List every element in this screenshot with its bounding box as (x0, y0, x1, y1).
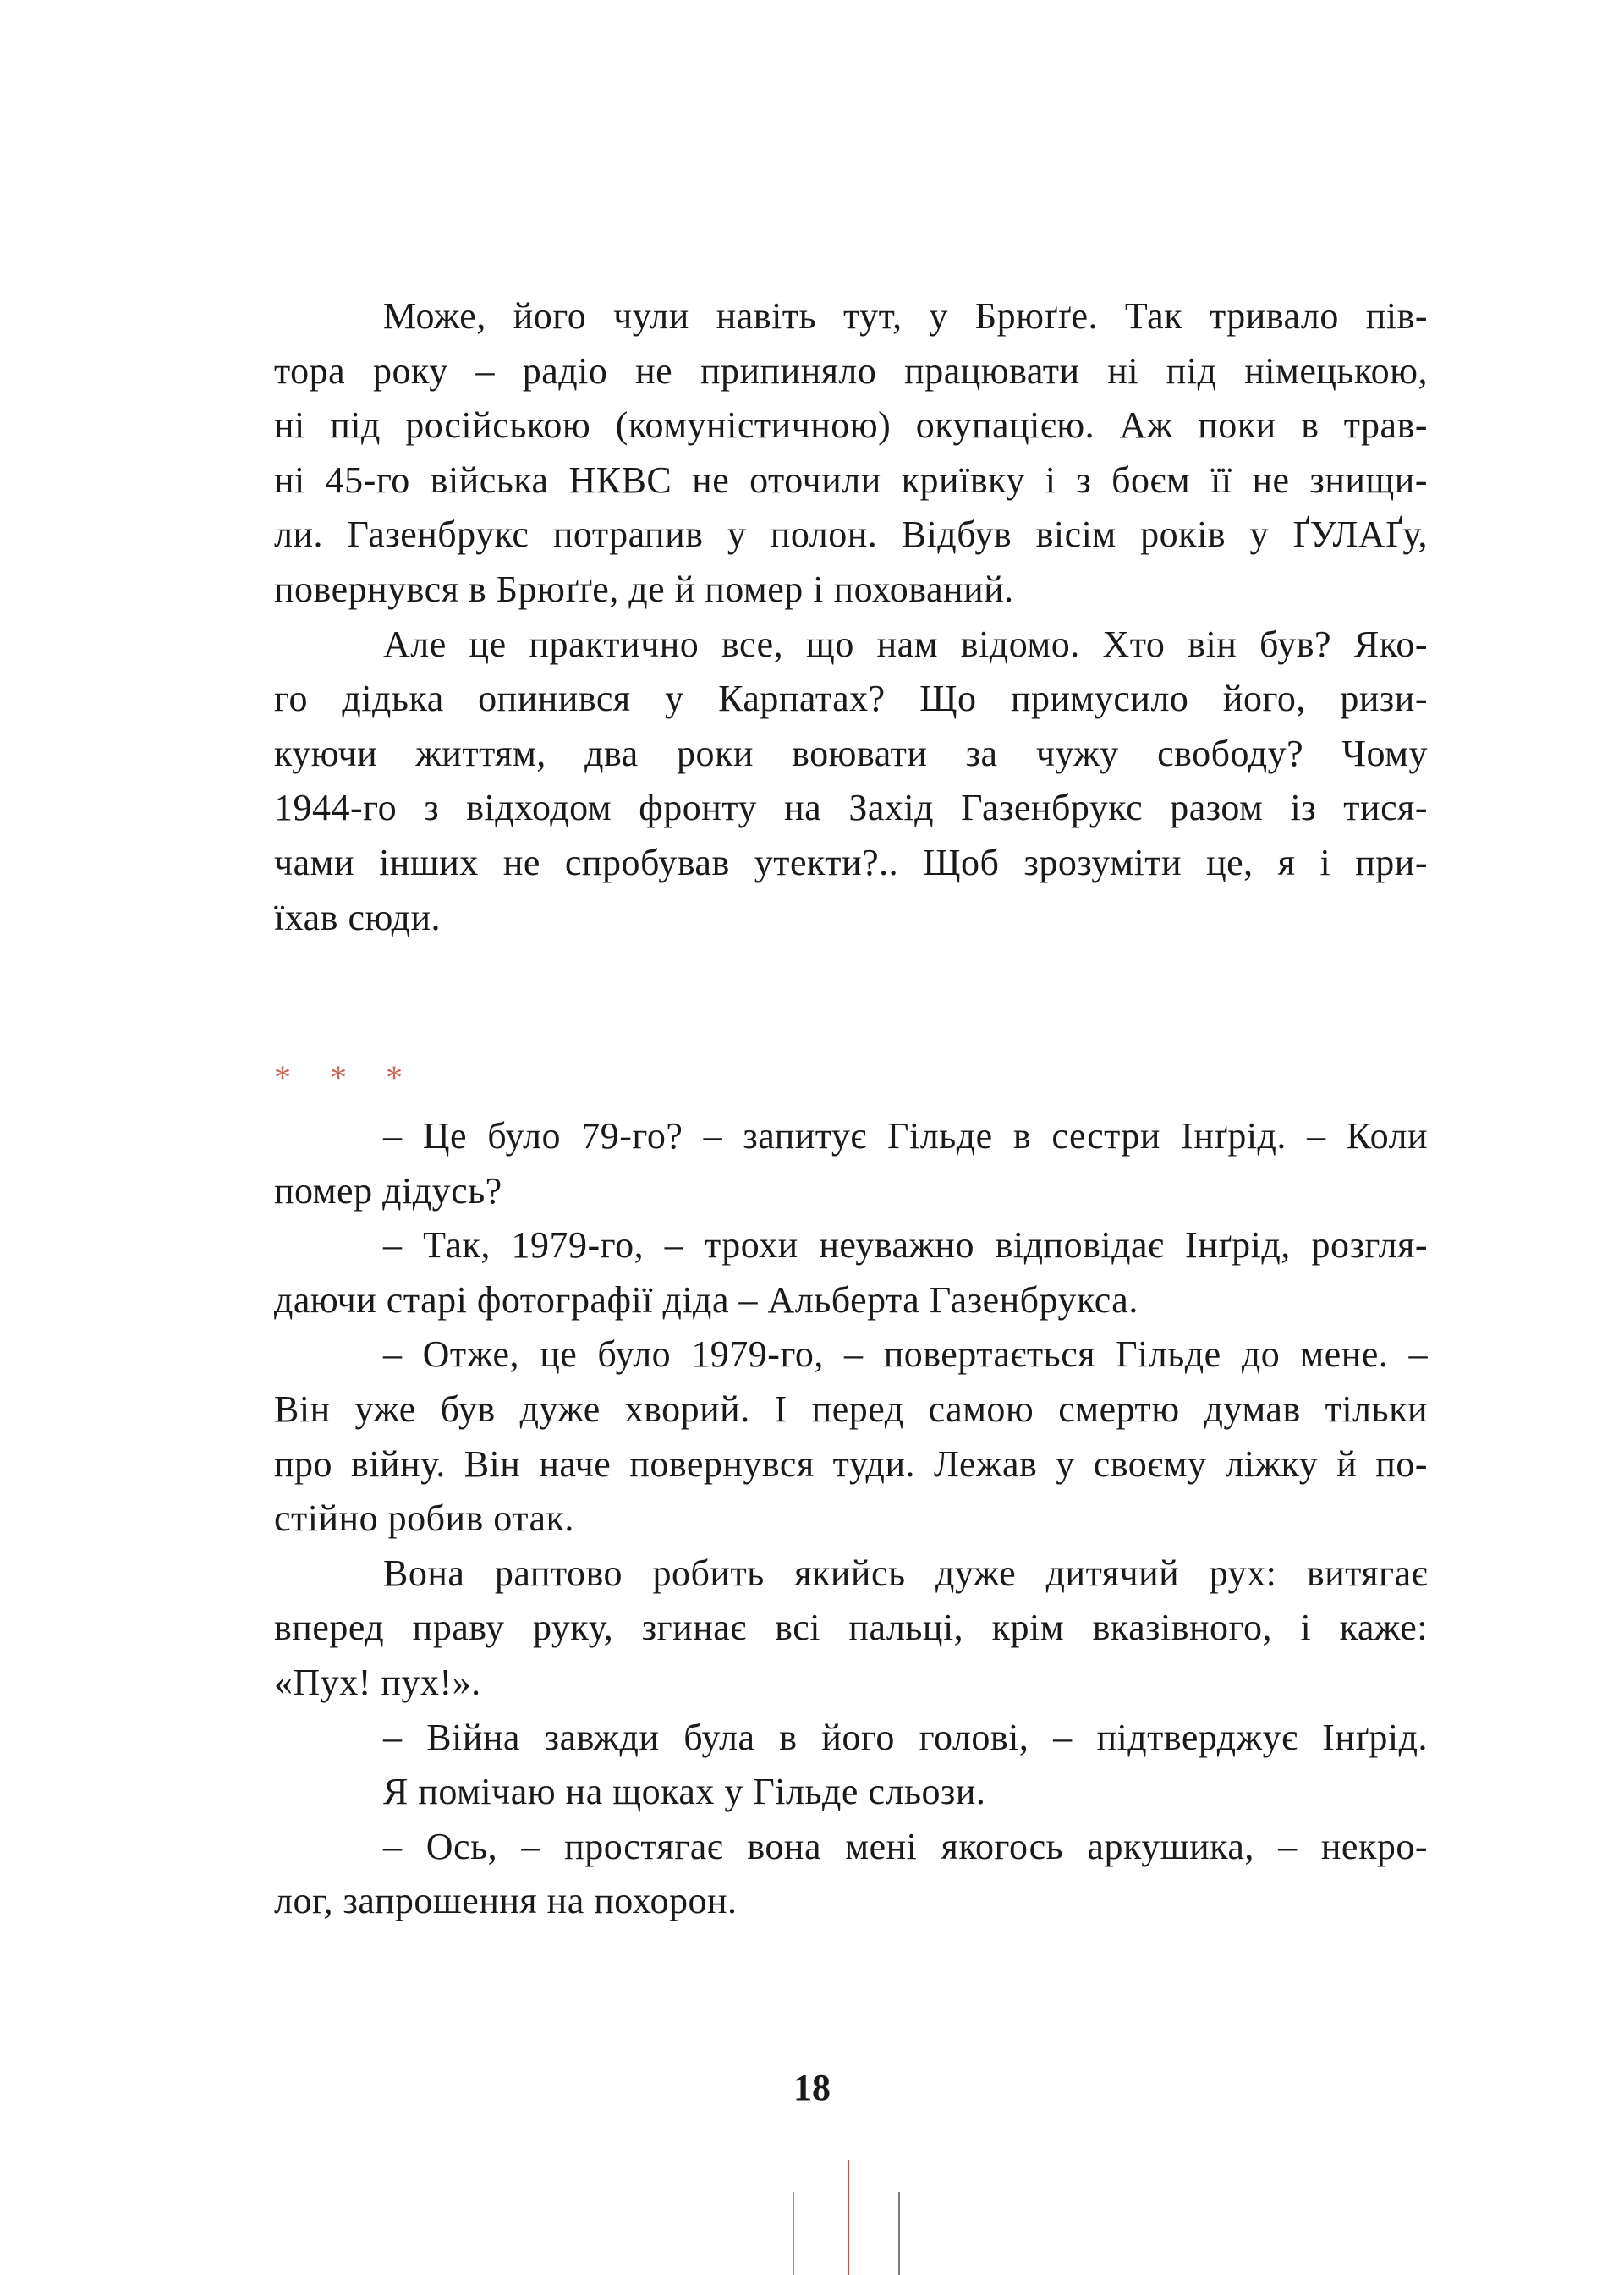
text-line: тора року – радіо не припиняло працювати ні під німецькою, (274, 349, 1428, 392)
text-line: вперед праву руку, згинає всі пальці, крім вказівного, і каже: (274, 1607, 1428, 1649)
text-line: повернувся в Брюґґе, де й помер і похований. (274, 568, 1014, 610)
text-line: «Пух! пух!». (274, 1661, 481, 1703)
text-line: Вона раптово робить якийсь дуже дитячий рух: витягає (383, 1552, 1428, 1594)
text-line: Я помічаю на щоках у Гільде сльози. (383, 1771, 986, 1813)
page-number: 18 (793, 2067, 831, 2108)
text-line: чами інших не спробував утекти?.. Щоб зрозуміти це, я і при- (274, 841, 1428, 883)
text-line: 1944-го з відходом фронту на Захід Газенбрукс разом із тися- (274, 787, 1428, 829)
text-line: Але це практично все, що нам відомо. Хто він був? Яко- (383, 623, 1428, 665)
text-line: Він уже був дуже хворий. І перед самою смертю думав тільки (274, 1388, 1428, 1430)
text-line: ні під російською (комуністичною) окупацією. Аж поки в трав- (274, 404, 1428, 447)
text-line: Може, його чули навіть тут, у Брюґґе. Так тривало пів- (383, 295, 1428, 337)
text-line: – Ось, – простягає вона мені якогось аркушика, – некро- (383, 1825, 1428, 1867)
text-line: помер дідусь? (274, 1169, 502, 1212)
text-line: – Це було 79-го? – запитує Гільде в сестри Інґрід. – Коли (383, 1115, 1428, 1157)
text-line: – Так, 1979-го, – трохи неуважно відповідає Інґрід, розгля- (383, 1224, 1428, 1267)
text-line: го дідька опинився у Карпатах? Що примусило його, ризи- (274, 678, 1428, 720)
section-separator: * * * (274, 1058, 418, 1096)
text-line: про війну. Він наче повернувся туди. Лежав у своєму ліжку й по- (274, 1442, 1428, 1485)
body-text-section-2 (274, 1109, 1428, 1929)
text-line: їхав сюди. (274, 896, 442, 938)
text-line: – Отже, це було 1979-го, – повертається Гільде до мене. – (383, 1333, 1428, 1376)
text-line: – Війна завжди була в його голові, – підтверджує Інґрід. (383, 1716, 1428, 1758)
decorative-rule-center (848, 2160, 849, 2275)
decorative-rule-left (793, 2192, 794, 2275)
text-line: ли. Газенбрукс потрапив у полон. Відбув вісім років у ҐУЛАҐу, (274, 514, 1428, 556)
text-line: стійно робив отак. (274, 1497, 574, 1540)
text-line: лог, запрошення на похорон. (274, 1880, 738, 1922)
text-line: ні 45-го війська НКВС не оточили криївку і з боєм її не знищи- (274, 459, 1428, 501)
decorative-rule-right (898, 2192, 900, 2275)
body-text-section-1 (274, 289, 1428, 945)
text-line: даючи старі фотографії діда – Альберта Газенбрукса. (274, 1278, 1138, 1321)
text-line: куючи життям, два роки воювати за чужу свободу? Чому (274, 732, 1428, 774)
